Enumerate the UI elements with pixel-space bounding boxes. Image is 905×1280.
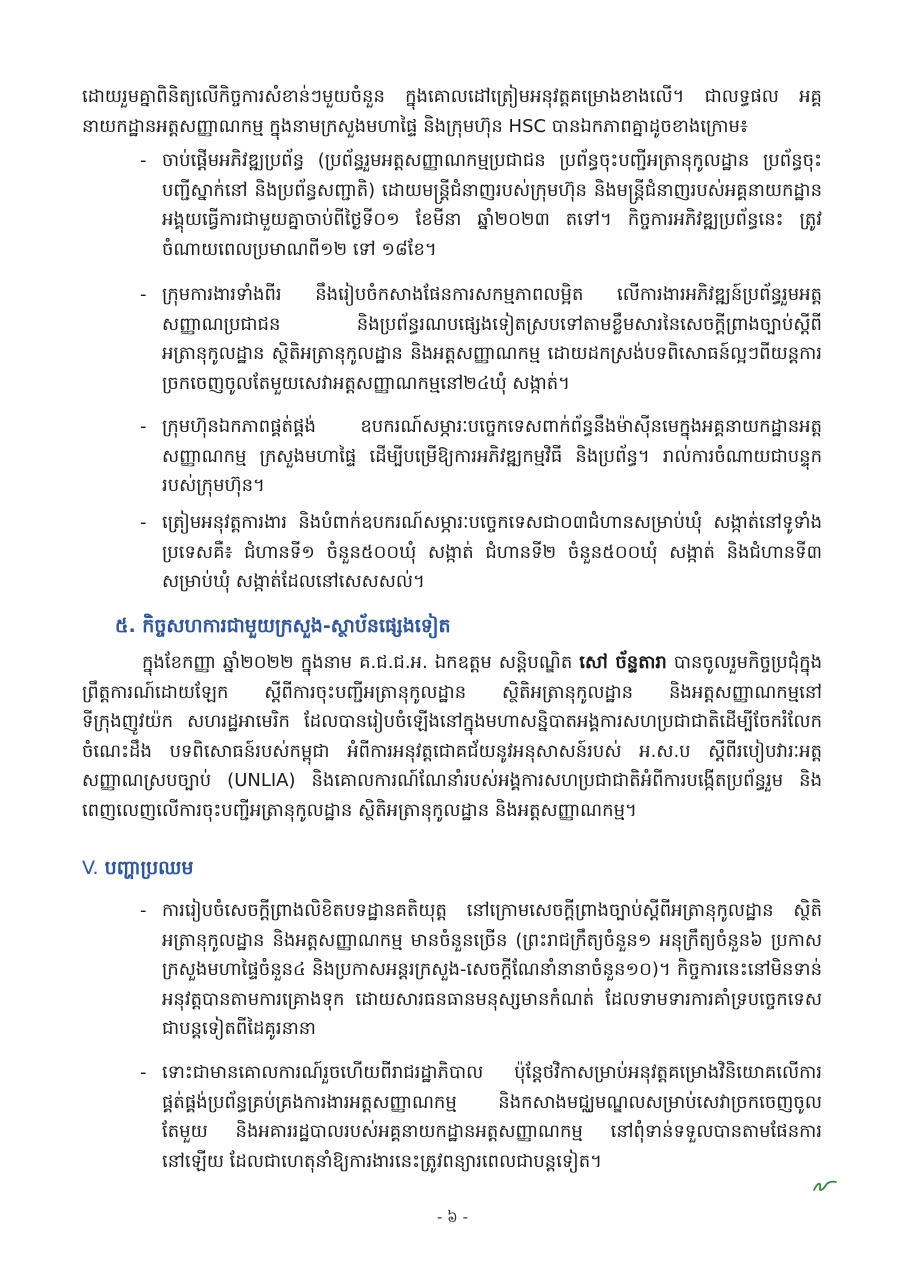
bullet-text: ក្រុមការងារទាំងពីរ នឹងរៀបចំកសាងផែនការសកម្មភាពលម្អិត លើការងារអភិវឌ្ឍន៍ប្រព័ន្ធរួមអត្តសញ្ញាណប្រជាជន និងប្រព័ន្ធរណបផ្សេងទៀតស្របទៅតាមខ្លឹមសារនៃសេចក្ដីព្រាងច្បាប់ស្ដីពីអត្រានុកូលដ្ឋាន ស្ថិតិអត្រានុកូលដ្ឋាន និងអត្តសញ្ញាណកម្ម ដោយដកស្រង់បទពិសោធន៍ល្អៗពីយន្តការច្រកចេញចូលតែមួយសេវាអត្តសញ្ញាណកម្មនៅ២៤ឃុំ សង្កាត់។ (162, 284, 822, 394)
list-item (140, 508, 822, 597)
para-text-start: ក្នុងខែកញ្ញា ឆ្នាំ២០២២ ក្នុងនាម គ.ជ.ជ.អ. ឯកឧត្ដម សន្តិបណ្ឌិត (142, 652, 580, 673)
bullet-dash: - (140, 900, 147, 921)
handwritten-initial (812, 1176, 838, 1194)
page-number: - ៦ - (437, 1208, 468, 1226)
section-v-heading (82, 854, 193, 882)
bullet-text: ចាប់ផ្ដើមអភិវឌ្ឍប្រព័ន្ធ (ប្រព័ន្ធរួមអត្តសញ្ញាណកម្មប្រជាជន ប្រព័ន្ធចុះបញ្ជីអត្រានុកូលដ្ឋាន ប្រព័ន្ធចុះបញ្ជីស្នាក់នៅ និងប្រព័ន្ធសញ្ជាតិ) ដោយមន្ត្រីជំនាញរបស់ក្រុមហ៊ុន និងមន្ត្រីជំនាញរបស់អគ្គនាយកដ្ឋានអង្គុយធ្វើការជាមួយគ្នាចាប់ពីថ្ងៃទី០១ ខែមីនា ឆ្នាំ២០២៣ តទៅ។ កិច្ចការអភិវឌ្ឍប្រព័ន្ធនេះ ត្រូវចំណាយពេលប្រមាណពី១២ ទៅ ១៨ខែ។ (162, 150, 822, 260)
bullet-dash: - (140, 512, 147, 533)
bullet-dash: - (140, 1062, 147, 1083)
section-5-heading: ៥. កិច្ចសហការជាមួយក្រសួង-ស្ថាប័នផ្សេងទៀត (115, 615, 451, 637)
list-item (140, 280, 822, 398)
bullet-dash: - (140, 284, 147, 305)
bullet-dash: - (140, 416, 147, 437)
section-title: បញ្ហាប្រឈម (104, 857, 194, 879)
section-5-paragraph (82, 648, 822, 825)
section-numeral: V. (82, 857, 99, 879)
bullet-text: ទោះជាមានគោលការណ៍រួចហើយពីរាជរដ្ឋាភិបាល ប៉ុន្តែថវិកាសម្រាប់អនុវត្តគម្រោងវិនិយោគលើការផ្គត់ផ្គង់ប្រព័ន្ធគ្រប់គ្រងការងារអត្តសញ្ញាណកម្ម និងកសាងមជ្ឈមណ្ឌលសម្រាប់សេវាច្រកចេញចូលតែមួយ និងអគាររដ្ឋបាលរបស់អគ្គនាយកដ្ឋានអត្តសញ្ញាណកម្ម នៅពុំទាន់ទទួលបានតាមផែនការនៅឡើយ ដែលជាហេតុនាំឱ្យការងារនេះត្រូវពន្យារពេលជាបន្តទៀត។ (162, 1062, 822, 1172)
para-text-end: បានចូលរួមកិច្ចប្រជុំក្នុងព្រឹត្តការណ៍ដោយឡែក ស្ដីពីការចុះបញ្ជីអត្រានុកូលដ្ឋាន ស្ថិតិអត្រានុកូលដ្ឋាន និងអត្តសញ្ញាណកម្មនៅទីក្រុងញូវយ៉ក សហរដ្ឋអាមេរិក ដែលបានរៀបចំឡើងនៅក្នុងមហាសន្និបាតអង្គការសហប្រជាជាតិដើម្បីចែករំលែកចំណេះដឹង បទពិសោធន៍របស់កម្ពុជា អំពីការអនុវត្តជោគជ័យនូវអនុសាសន៍របស់ អ.ស.ប ស្ដីពីរបៀបវារៈអត្តសញ្ញាណស្របច្បាប់ (UNLIA) និងគោលការណ៍ណែនាំរបស់អង្គការសហប្រជាជាតិអំពីការបង្កើតប្រព័ន្ធរួម និងពេញលេញលើការចុះបញ្ជីអត្រានុកូលដ្ឋាន ស្ថិតិអត្រានុកូលដ្ឋាន និងអត្តសញ្ញាណកម្ម។ (82, 652, 823, 821)
bullet-text: ក្រុមហ៊ុនឯកភាពផ្គត់ផ្គង់ ឧបករណ៍សម្ភារៈបច្ចេកទេសពាក់ព័ន្ធនឹងម៉ាស៊ីនមេក្នុងអគ្គនាយកដ្ឋានអត្តសញ្ញាណកម្ម ក្រសួងមហាផ្ទៃ ដើម្បីបម្រើឱ្យការអភិវឌ្ឍកម្មវិធី និងប្រព័ន្ធ។ រាល់ការចំណាយជាបន្ទុករបស់ក្រុមហ៊ុន។ (162, 416, 822, 496)
list-item (140, 1058, 822, 1176)
list-item (140, 412, 822, 501)
lead-paragraph: ដោយរួមគ្នាពិនិត្យលើកិច្ចការសំខាន់ៗមួយចំនួន ក្នុងគោលដៅត្រៀមអនុវត្តគម្រោងខាងលើ។ ជាលទ្ធផល អគ្គនាយកដ្ឋានអត្តសញ្ញាណកម្ម ក្នុងនាមក្រសួងមហាផ្ទៃ និងក្រុមហ៊ុន HSC បានឯកភាពគ្នាដូចខាងក្រោម៖ (82, 86, 822, 137)
list-item (140, 896, 822, 1044)
bullet-dash: - (140, 150, 147, 171)
person-name: សៅ ច័ន្ទតារា (579, 652, 667, 673)
bullet-text: ការរៀបចំសេចក្ដីព្រាងលិខិតបទដ្ឋានគតិយុត្ត នៅក្រោមសេចក្ដីព្រាងច្បាប់ស្ដីពីអត្រានុកូលដ្ឋាន ស្ថិតិអត្រានុកូលដ្ឋាន និងអត្តសញ្ញាណកម្ម មានចំនួនច្រើន (ព្រះរាជក្រឹត្យចំនួន១ អនុក្រឹត្យចំនួន៦ ប្រកាសក្រសួងមហាផ្ទៃចំនួន៤ និងប្រកាសអន្តរក្រសួង-សេចក្ដីណែនាំនានាចំនួន១០)។ កិច្ចការនេះនៅមិនទាន់អនុវត្តបានតាមការគ្រោងទុក ដោយសារធនធានមនុស្សមានកំណត់ ដែលទាមទារការគាំទ្របច្ចេកទេសជាបន្តទៀតពីដៃគូរនានា (162, 900, 822, 1039)
bullet-text: ត្រៀមអនុវត្តការងារ និងបំពាក់ឧបករណ៍សម្ភារៈបច្ចេកទេសជា០៣ជំហានសម្រាប់ឃុំ សង្កាត់នៅទូទាំងប្រទេសគឺ៖ ជំហានទី១ ចំនួន៥០០ឃុំ សង្កាត់ ជំហានទី២ ចំនួន៥០០ឃុំ សង្កាត់ និងជំហានទី៣ សម្រាប់ឃុំ សង្កាត់ដែលនៅសេសសល់។ (162, 512, 822, 592)
list-item (140, 146, 822, 264)
